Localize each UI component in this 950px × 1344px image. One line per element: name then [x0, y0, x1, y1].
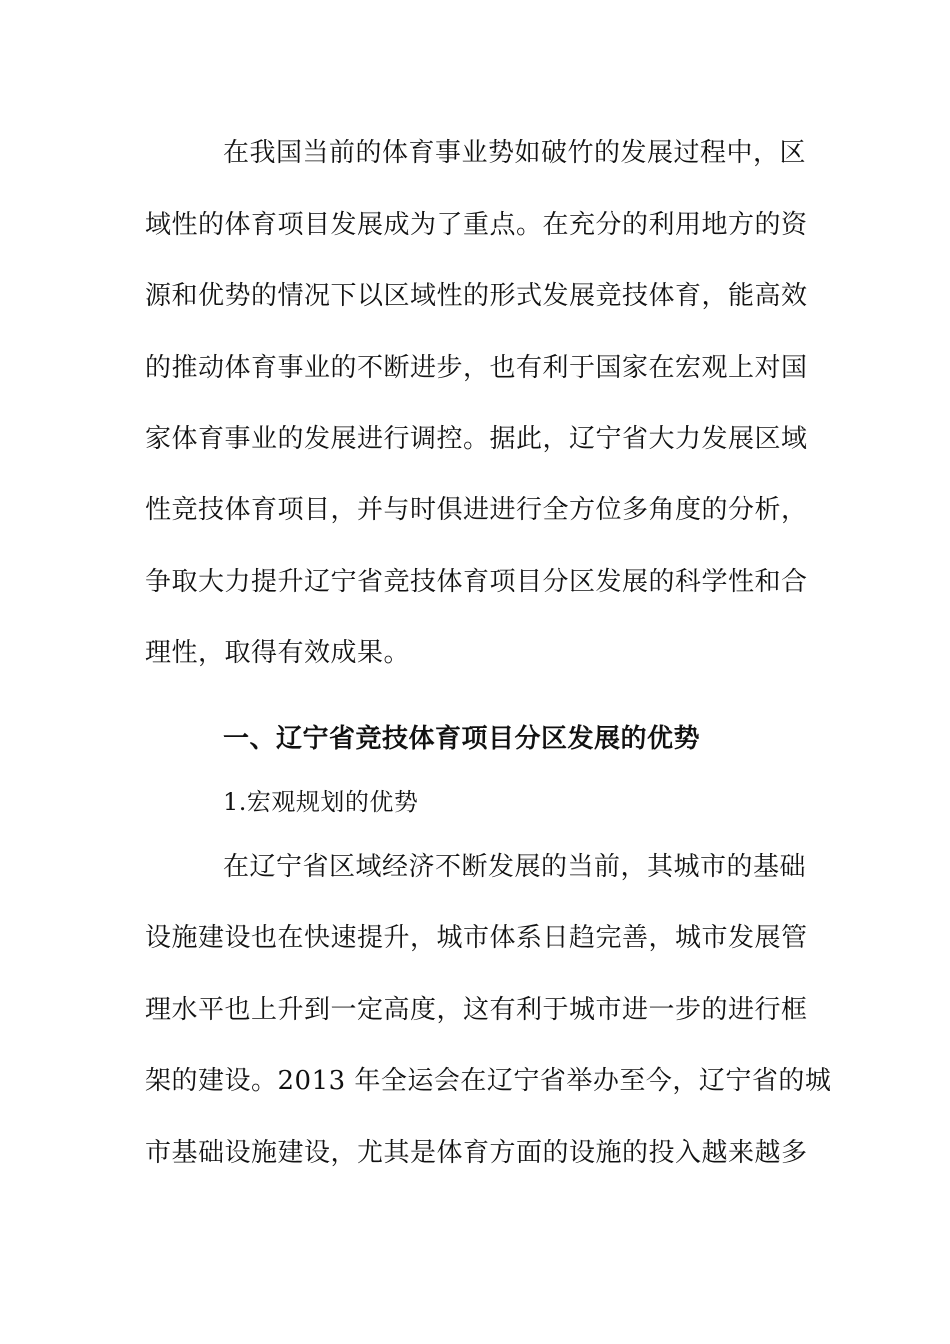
paragraph-2-line-1: 在辽宁省区域经济不断发展的当前，其城市的基础 — [223, 852, 807, 882]
section-heading: 一、辽宁省竞技体育项目分区发展的优势 — [223, 724, 701, 754]
paragraph-1-line-5: 家体育事业的发展进行调控。据此，辽宁省大力发展区域 — [145, 424, 808, 454]
paragraph-2-line-2: 设施建设也在快速提升，城市体系日趋完善，城市发展管 — [145, 923, 808, 953]
paragraph-2-line-3: 理水平也上升到一定高度，这有利于城市进一步的进行框 — [145, 995, 808, 1025]
paragraph-1-line-3: 源和优势的情况下以区域性的形式发展竞技体育，能高效 — [145, 281, 808, 311]
document-page — [145, 0, 832, 1344]
paragraph-1-line-8: 理性，取得有效成果。 — [145, 638, 411, 668]
subsection-heading: 1.宏观规划的优势 — [223, 788, 419, 816]
paragraph-1-line-2: 域性的体育项目发展成为了重点。在充分的利用地方的资 — [145, 210, 808, 240]
paragraph-1-line-1: 在我国当前的体育事业势如破竹的发展过程中，区 — [223, 138, 807, 168]
paragraph-1-line-6: 性竞技体育项目，并与时俱进进行全方位多角度的分析， — [145, 495, 808, 525]
paragraph-2-line-4: 架的建设。2013 年全运会在辽宁省举办至今，辽宁省的城 — [145, 1066, 832, 1096]
paragraph-2-line-5: 市基础设施建设，尤其是体育方面的设施的投入越来越多 — [145, 1138, 808, 1168]
paragraph-1-line-4: 的推动体育事业的不断进步，也有利于国家在宏观上对国 — [145, 353, 808, 383]
paragraph-1-line-7: 争取大力提升辽宁省竞技体育项目分区发展的科学性和合 — [145, 567, 808, 597]
